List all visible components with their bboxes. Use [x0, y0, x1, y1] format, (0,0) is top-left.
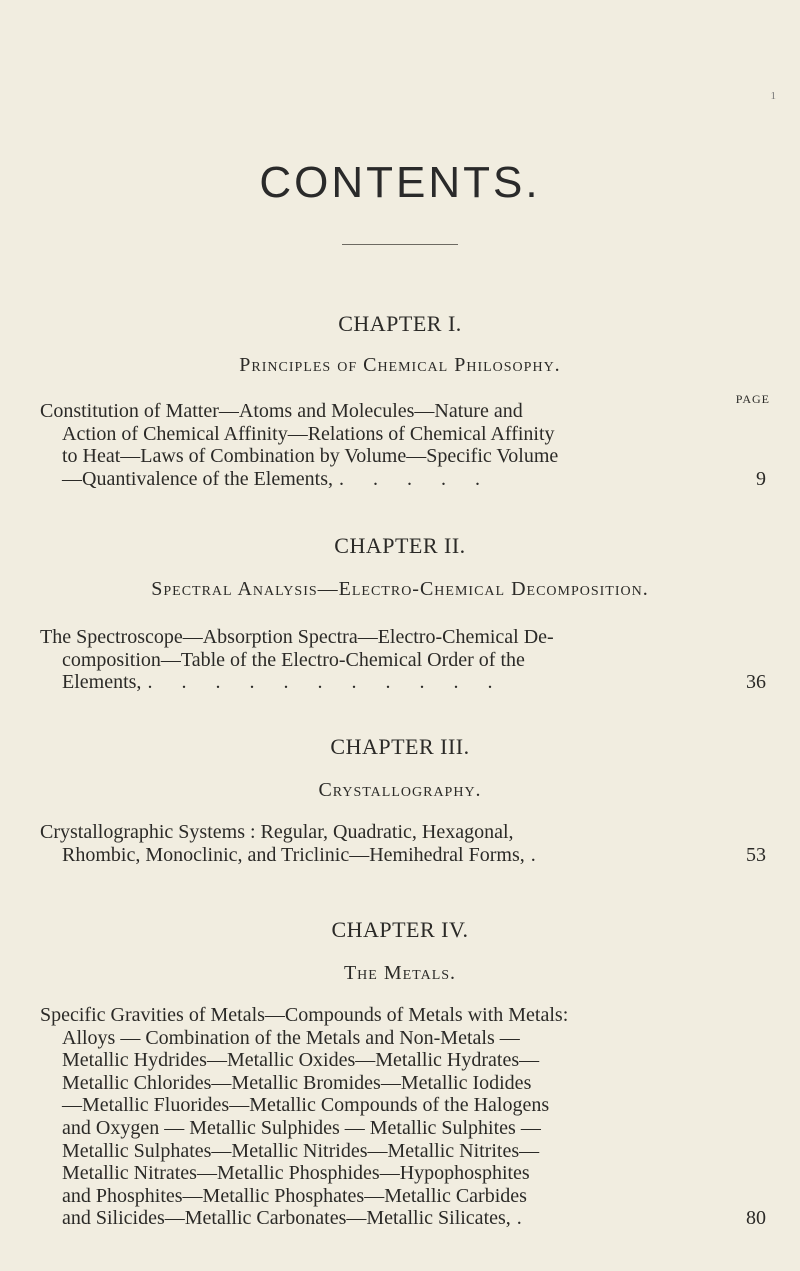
entry-line: Rhombic, Monoclinic, and Triclinic—Hemihedral Forms,	[62, 843, 525, 866]
dot-leader: .	[530, 843, 548, 866]
chapter-1-subtitle: Principles of Chemical Philosophy.	[239, 354, 561, 376]
entry-line: —Metallic Fluorides—Metallic Compounds of the Halogens	[62, 1094, 550, 1117]
chapter-3-entry	[40, 821, 766, 866]
entry-line: —Quantivalence of the Elements,	[62, 467, 334, 490]
chapter-2-entry	[40, 626, 766, 694]
chapter-4-heading: CHAPTER IV.	[331, 917, 469, 942]
title-rule	[342, 244, 458, 245]
entry-line: Alloys — Combination of the Metals and Non-Metals —	[62, 1026, 520, 1049]
entry-line: Constitution of Matter—Atoms and Molecules—Nature and	[40, 400, 523, 422]
dot-leader: .	[516, 1207, 534, 1230]
entry-line: Action of Chemical Affinity—Relations of Chemical Affinity	[62, 422, 555, 445]
page-number: 9	[756, 467, 766, 490]
chapter-4-subtitle: The Metals.	[343, 962, 457, 984]
entry-last-line	[40, 468, 744, 491]
chapter-1-entry	[40, 400, 766, 490]
entry-line: The Spectroscope—Absorption Spectra—Electro-Chemical De-	[40, 626, 554, 648]
page-number: 80	[746, 1207, 766, 1230]
chapter-4-entry	[40, 1004, 766, 1230]
page-mark: 1	[770, 90, 776, 102]
page-column-label: PAGE	[735, 392, 770, 406]
page-number: 36	[746, 671, 766, 694]
entry-last-line	[40, 1207, 744, 1230]
chapter-3-subtitle: Crystallography.	[318, 779, 482, 801]
page-number: 53	[746, 843, 766, 866]
entry-line: to Heat—Laws of Combination by Volume—Specific Volume	[62, 445, 559, 468]
entry-line: Metallic Hydrides—Metallic Oxides—Metallic Hydrates—	[62, 1049, 540, 1072]
entry-line: composition—Table of the Electro-Chemical Order of the	[62, 648, 525, 671]
entry-last-line	[40, 844, 744, 867]
chapter-3-heading: CHAPTER III.	[330, 734, 470, 759]
chapter-2-subtitle: Spectral Analysis—Electro-Chemical Decomposition.	[151, 578, 649, 600]
entry-line: and Oxygen — Metallic Sulphides — Metallic Sulphites —	[62, 1116, 541, 1139]
dot-leader: . . . . .	[339, 467, 493, 490]
entry-line: Metallic Chlorides—Metallic Bromides—Metallic Iodides	[62, 1071, 532, 1094]
page-title: CONTENTS.	[259, 158, 541, 207]
entry-line: Metallic Sulphates—Metallic Nitrides—Metallic Nitrites—	[62, 1139, 540, 1162]
entry-line: and Silicides—Metallic Carbonates—Metallic Silicates,	[62, 1207, 511, 1230]
entry-line: Specific Gravities of Metals—Compounds of Metals with Metals:	[40, 1004, 569, 1026]
entry-line: Metallic Nitrates—Metallic Phosphides—Hypophosphites	[62, 1162, 530, 1185]
entry-line: Elements,	[62, 671, 142, 694]
chapter-2-heading: CHAPTER II.	[334, 533, 466, 558]
entry-last-line	[40, 671, 744, 694]
dot-leader: . . . . . . . . . . .	[147, 671, 505, 694]
entry-line: Crystallographic Systems : Regular, Quadratic, Hexagonal,	[40, 821, 514, 843]
chapter-1-heading: CHAPTER I.	[338, 311, 462, 336]
entry-line: and Phosphites—Metallic Phosphates—Metallic Carbides	[62, 1184, 527, 1207]
